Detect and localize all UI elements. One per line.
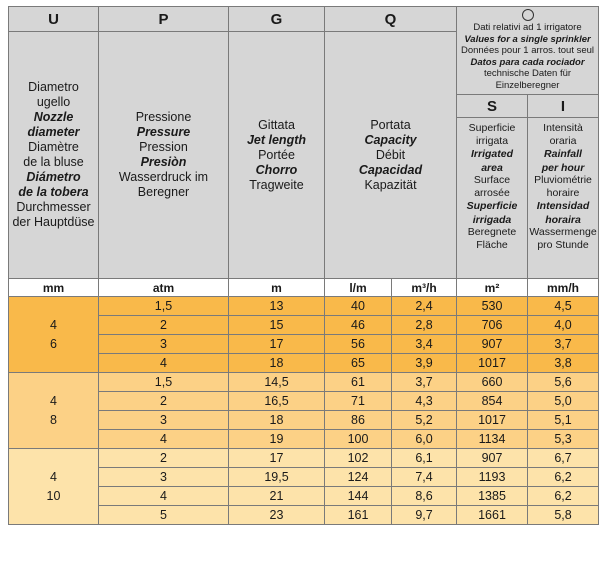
irrigated-area-cell: 907 bbox=[457, 449, 528, 468]
single_sprinkler-description-line: Values for a single sprinkler bbox=[464, 33, 591, 45]
capacity-m3h-cell: 2,4 bbox=[392, 297, 457, 316]
p-description-line: Beregner bbox=[137, 185, 190, 199]
capacity-m3h-cell: 6,0 bbox=[392, 430, 457, 449]
i-description-line: Intensidad bbox=[536, 200, 590, 212]
jet-length-cell: 17 bbox=[229, 335, 325, 354]
p-description-line: Pressure bbox=[136, 125, 191, 139]
q-description-line: Kapazität bbox=[364, 177, 417, 192]
col-q-letter: Q bbox=[325, 7, 457, 32]
pressure-cell: 3 bbox=[99, 468, 229, 487]
s-description-line: Irrigated bbox=[471, 148, 514, 160]
capacity-m3h-cell: 5,2 bbox=[392, 411, 457, 430]
col-i-letter: I bbox=[528, 95, 599, 118]
p-description-line: Wasserdruck im bbox=[118, 170, 209, 184]
sprinkler-performance-table bbox=[8, 6, 599, 525]
capacity-lm-cell: 40 bbox=[325, 297, 392, 316]
single_sprinkler-description-line: Données pour 1 arros. tout seul bbox=[460, 45, 595, 56]
rainfall-cell: 5,3 bbox=[528, 430, 599, 449]
s-description-line: area bbox=[481, 161, 503, 174]
irrigated-area-cell: 907 bbox=[457, 335, 528, 354]
jet-length-cell: 13 bbox=[229, 297, 325, 316]
irrigated-area-cell: 660 bbox=[457, 373, 528, 392]
unit-u: mm bbox=[9, 279, 99, 297]
i-description-line: Rainfall bbox=[544, 148, 582, 160]
unit-s: m² bbox=[457, 279, 528, 297]
rainfall-cell: 4,5 bbox=[528, 297, 599, 316]
p-description-line: Presiòn bbox=[140, 155, 187, 169]
u-description-line: Nozzle bbox=[33, 110, 74, 124]
u-description-line: Diamètre bbox=[28, 140, 79, 154]
p-description-line: Pressione bbox=[135, 110, 192, 124]
rainfall-cell: 5,8 bbox=[528, 506, 599, 525]
u-description-line: de la tobera bbox=[18, 185, 89, 199]
rainfall-cell: 5,1 bbox=[528, 411, 599, 430]
i-description-line: horaire bbox=[546, 186, 580, 199]
capacity-m3h-cell: 9,7 bbox=[392, 506, 457, 525]
single_sprinkler-description-line: Einzelberegner bbox=[495, 79, 560, 91]
capacity-lm-cell: 65 bbox=[325, 354, 392, 373]
pressure-cell: 2 bbox=[99, 392, 229, 411]
capacity-lm-cell: 102 bbox=[325, 449, 392, 468]
jet-length-cell: 21 bbox=[229, 487, 325, 506]
capacity-m3h-cell: 3,7 bbox=[392, 373, 457, 392]
table-row bbox=[9, 449, 599, 468]
s-description-line: Surface bbox=[473, 174, 511, 186]
irrigated-area-cell: 1385 bbox=[457, 487, 528, 506]
jet-length-cell: 16,5 bbox=[229, 392, 325, 411]
irrigated-area-cell: 1017 bbox=[457, 411, 528, 430]
irrigated-area-cell: 1661 bbox=[457, 506, 528, 525]
capacity-lm-cell: 161 bbox=[325, 506, 392, 525]
rainfall-cell: 5,0 bbox=[528, 392, 599, 411]
single-sprinkler-lines bbox=[459, 22, 596, 91]
g-description-line: Gittata bbox=[258, 117, 295, 132]
u-description-line: diameter bbox=[27, 125, 80, 139]
s-description-line: Superficie bbox=[468, 122, 516, 134]
single-sprinkler-header bbox=[457, 7, 599, 95]
nozzle-diameter-value: 4 bbox=[50, 393, 57, 408]
table-row bbox=[9, 297, 599, 316]
col-i-description bbox=[528, 118, 599, 279]
col-s-letter: S bbox=[457, 95, 528, 118]
s-description-line: Beregnete bbox=[467, 226, 517, 238]
s-description-line: irrigada bbox=[472, 213, 512, 226]
i-description-line: Pluviométrie bbox=[534, 174, 592, 186]
pressure-cell: 3 bbox=[99, 411, 229, 430]
i-description-line: pro Stunde bbox=[537, 238, 589, 251]
jet-length-cell: 15 bbox=[229, 316, 325, 335]
rainfall-cell: 3,7 bbox=[528, 335, 599, 354]
capacity-lm-cell: 144 bbox=[325, 487, 392, 506]
nozzle-diameter-cell bbox=[9, 297, 99, 373]
jet-length-cell: 14,5 bbox=[229, 373, 325, 392]
sprinkler-performance-table-container bbox=[8, 6, 598, 558]
unit-i: mm/h bbox=[528, 279, 599, 297]
g-description-line: Chorro bbox=[255, 162, 298, 177]
u-description-line: Durchmesser bbox=[16, 200, 91, 214]
col-g-letter: G bbox=[229, 7, 325, 32]
s-description-line: Fläche bbox=[476, 238, 508, 251]
unit-q-lm: l/m bbox=[325, 279, 392, 297]
q-description-line: Débit bbox=[375, 147, 406, 162]
nozzle-diameter-value: 4 bbox=[50, 317, 57, 332]
single_sprinkler-description-line: technische Daten für bbox=[483, 68, 572, 79]
u-description-line: de la bluse bbox=[23, 155, 84, 169]
col-s-description bbox=[457, 118, 528, 279]
circle-icon bbox=[522, 9, 534, 21]
jet-length-cell: 23 bbox=[229, 506, 325, 525]
pressure-cell: 4 bbox=[99, 487, 229, 506]
i-description-line: horaira bbox=[545, 213, 581, 226]
col-g-description bbox=[229, 32, 325, 279]
q-description-line: Capacity bbox=[364, 132, 417, 147]
q-description-line: Portata bbox=[370, 117, 411, 132]
capacity-m3h-cell: 3,4 bbox=[392, 335, 457, 354]
unit-p: atm bbox=[99, 279, 229, 297]
g-description-line: Jet length bbox=[246, 132, 307, 147]
rainfall-cell: 6,2 bbox=[528, 487, 599, 506]
s-description-line: Superficie bbox=[466, 200, 518, 212]
capacity-m3h-cell: 2,8 bbox=[392, 316, 457, 335]
u-description-line: der Hauptdüse bbox=[12, 215, 95, 229]
capacity-lm-cell: 46 bbox=[325, 316, 392, 335]
nozzle-diameter-value: 10 bbox=[46, 488, 61, 503]
nozzle-diameter-value: 4 bbox=[50, 469, 57, 484]
capacity-lm-cell: 56 bbox=[325, 335, 392, 354]
table-row bbox=[9, 373, 599, 392]
pressure-cell: 4 bbox=[99, 354, 229, 373]
capacity-lm-cell: 61 bbox=[325, 373, 392, 392]
unit-q-m3h: m³/h bbox=[392, 279, 457, 297]
rainfall-cell: 6,7 bbox=[528, 449, 599, 468]
rainfall-cell: 3,8 bbox=[528, 354, 599, 373]
i-description-line: Wassermenge bbox=[529, 226, 597, 238]
capacity-lm-cell: 71 bbox=[325, 392, 392, 411]
capacity-m3h-cell: 7,4 bbox=[392, 468, 457, 487]
capacity-m3h-cell: 8,6 bbox=[392, 487, 457, 506]
nozzle-diameter-value: 6 bbox=[50, 336, 57, 351]
jet-length-cell: 17 bbox=[229, 449, 325, 468]
capacity-m3h-cell: 3,9 bbox=[392, 354, 457, 373]
g-description-line: Tragweite bbox=[249, 177, 304, 192]
pressure-cell: 1,5 bbox=[99, 297, 229, 316]
single_sprinkler-description-line: Dati relativi ad 1 irrigatore bbox=[473, 22, 582, 33]
irrigated-area-cell: 1134 bbox=[457, 430, 528, 449]
jet-length-cell: 19 bbox=[229, 430, 325, 449]
irrigated-area-cell: 530 bbox=[457, 297, 528, 316]
u-description-line: Diametro bbox=[28, 80, 79, 94]
irrigated-area-cell: 1017 bbox=[457, 354, 528, 373]
nozzle-diameter-cell bbox=[9, 373, 99, 449]
col-p-letter: P bbox=[99, 7, 229, 32]
i-description-line: oraria bbox=[549, 134, 577, 147]
u-description-line: Diámetro bbox=[26, 170, 81, 184]
irrigated-area-cell: 1193 bbox=[457, 468, 528, 487]
col-p-description bbox=[99, 32, 229, 279]
data-body bbox=[9, 297, 599, 525]
unit-g: m bbox=[229, 279, 325, 297]
g-description-line: Portée bbox=[258, 147, 295, 162]
i-description-line: per hour bbox=[541, 161, 585, 174]
s-description-line: arrosée bbox=[474, 186, 510, 199]
capacity-m3h-cell: 6,1 bbox=[392, 449, 457, 468]
u-description-line: ugello bbox=[36, 95, 71, 109]
q-description-line: Capacidad bbox=[358, 162, 423, 177]
pressure-cell: 2 bbox=[99, 316, 229, 335]
nozzle-diameter-cell bbox=[9, 449, 99, 525]
i-description-line: Intensità bbox=[543, 122, 583, 134]
col-u-description bbox=[9, 32, 99, 279]
jet-length-cell: 18 bbox=[229, 354, 325, 373]
col-q-description bbox=[325, 32, 457, 279]
pressure-cell: 2 bbox=[99, 449, 229, 468]
jet-length-cell: 18 bbox=[229, 411, 325, 430]
capacity-lm-cell: 124 bbox=[325, 468, 392, 487]
capacity-lm-cell: 100 bbox=[325, 430, 392, 449]
irrigated-area-cell: 706 bbox=[457, 316, 528, 335]
irrigated-area-cell: 854 bbox=[457, 392, 528, 411]
capacity-m3h-cell: 4,3 bbox=[392, 392, 457, 411]
s-description-line: irrigata bbox=[475, 134, 509, 147]
capacity-lm-cell: 86 bbox=[325, 411, 392, 430]
p-description-line: Pression bbox=[139, 140, 188, 154]
jet-length-cell: 19,5 bbox=[229, 468, 325, 487]
pressure-cell: 5 bbox=[99, 506, 229, 525]
rainfall-cell: 6,2 bbox=[528, 468, 599, 487]
nozzle-diameter-value: 8 bbox=[50, 412, 57, 427]
pressure-cell: 1,5 bbox=[99, 373, 229, 392]
rainfall-cell: 5,6 bbox=[528, 373, 599, 392]
rainfall-cell: 4,0 bbox=[528, 316, 599, 335]
pressure-cell: 4 bbox=[99, 430, 229, 449]
col-u-letter: U bbox=[9, 7, 99, 32]
pressure-cell: 3 bbox=[99, 335, 229, 354]
single_sprinkler-description-line: Datos para cada rociador bbox=[470, 56, 585, 68]
